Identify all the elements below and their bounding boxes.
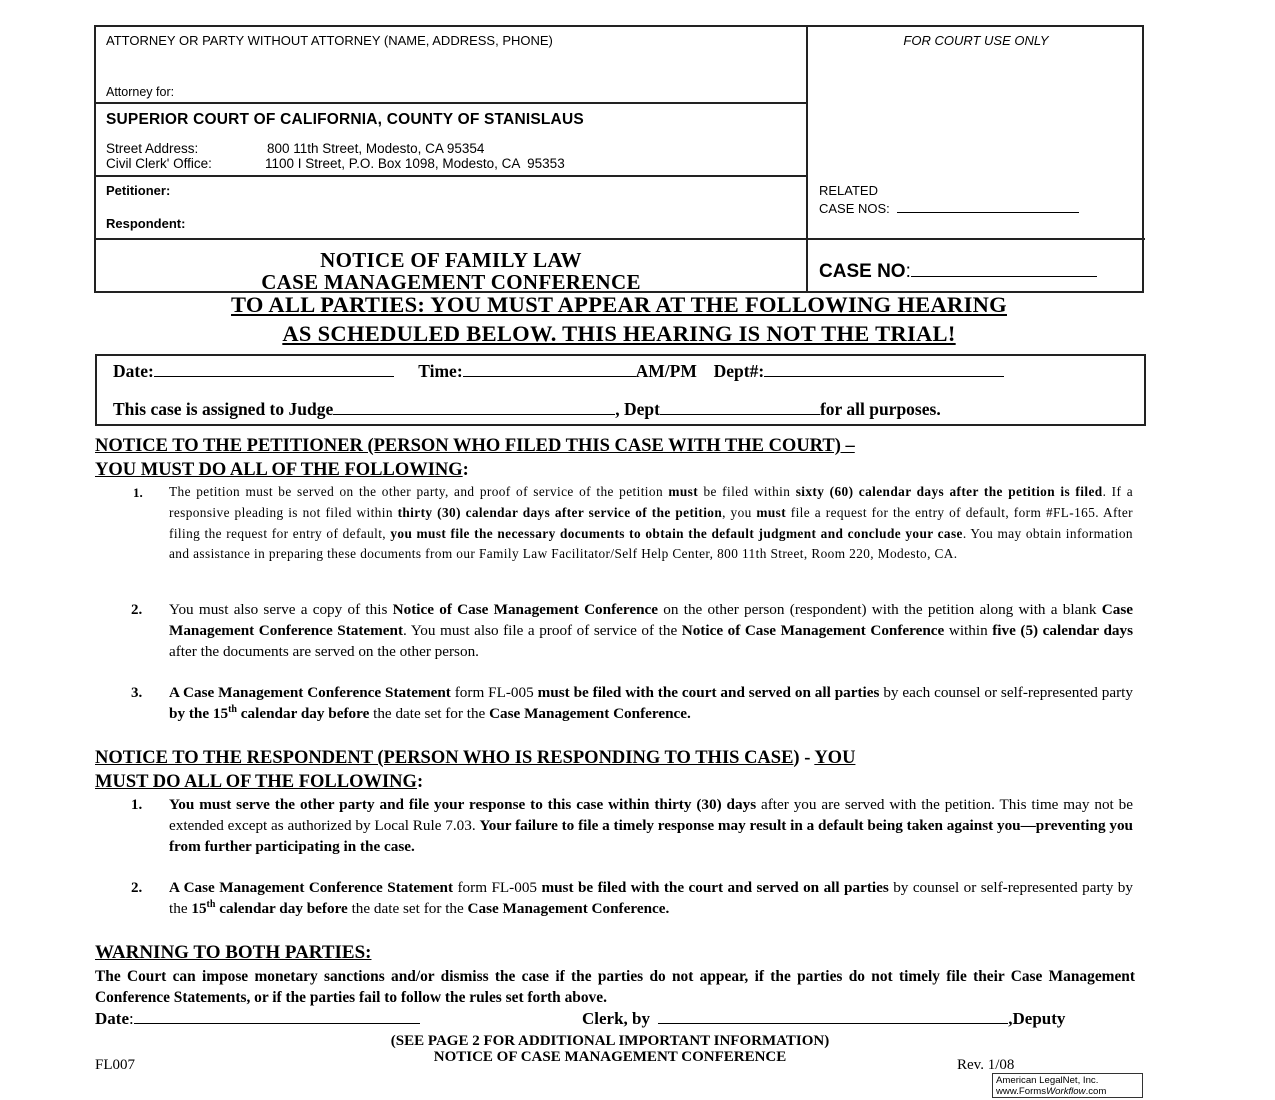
signature-date-field[interactable] [134,1023,420,1024]
caption-divider [94,238,1145,240]
hearing-row-1 [113,361,1004,382]
respondent-item-2: A Case Management Conference Statement form FL-005 must be filed with the court and served on all parties by counsel or self-represented party by the 15th calendar day before the date set for the Case Management Conference. [169,879,1133,917]
respondent-heading-line2: MUST DO ALL OF THE FOLLOWING [95,772,417,792]
deputy-label: ,Deputy [1008,1009,1066,1028]
form-title-line1: NOTICE OF FAMILY LAW [320,248,582,272]
clerk-signature [582,1009,1065,1029]
petitioner-field[interactable] [190,181,790,199]
clerk-office-value: 1100 I Street, P.O. Box 1098, Modesto, CA 95353 [265,156,565,171]
footer-form-name: NOTICE OF CASE MANAGEMENT CONFERENCE [433,1049,787,1065]
item-number: 3. [131,685,143,701]
street-address-value: 800 11th Street, Modesto, CA 95354 [267,141,485,156]
publisher-stamp [992,1073,1143,1098]
judge-assignment-label: This case is assigned to Judge [113,399,334,419]
hearing-time-label: Time: [418,361,463,381]
caption-divider [94,175,807,177]
judge-dept-field[interactable] [660,414,820,415]
petitioner-notice-heading: NOTICE TO THE PETITIONER (PERSON WHO FILED THIS CASE WITH THE COURT) – YOU MUST DO ALL OF THE FOLLOWING: [95,436,855,480]
hearing-time-field[interactable] [463,376,636,377]
see-page-2-note: (SEE PAGE 2 FOR ADDITIONAL IMPORTANT INFORMATION) [390,1033,830,1049]
revision-label: Rev. 1/08 [957,1057,1015,1073]
hearing-date-field[interactable] [154,376,394,377]
attorney-label: ATTORNEY OR PARTY WITHOUT ATTORNEY (NAME, ADDRESS, PHONE) [106,33,553,48]
item-number: 1. [133,485,143,500]
hearing-dept-label: Dept#: [713,361,765,381]
clerk-label: Clerk, by [582,1009,650,1028]
related-label: RELATED [819,183,878,198]
petitioner-item-2: You must also serve a copy of this Notice of Case Management Conference on the other person (respondent) with the petition along with a blank Case Management Conference Statement. You must also file a proof of service of the Notice of Case Management Conference within five (5) calendar days after the documents are served on the other person. [169,601,1134,660]
warning-heading: WARNING TO BOTH PARTIES: [95,942,372,963]
all-purposes-label: for all purposes. [819,399,941,419]
clerk-office-label: Civil Clerk' Office: [106,156,212,171]
petitioner-label: Petitioner: [106,183,171,198]
banner-line2: AS SCHEDULED BELOW. THIS HEARING IS NOT THE TRIAL! [282,321,956,346]
attorney-for-label: Attorney for: [106,85,175,99]
petitioner-item-1: The petition must be served on the other party, and proof of service of the petition must be filed within sixty (60) calendar days after the petition is filed. If a responsive pleading is not filed within thirty (30) calendar days after service of the petition, you must file a request for the entry of default, form #FL-165. After filing the request for entry of default, you must file the necessary documents to obtain the default judgment and conclude your case. You may obtain information and assistance in preparing these documents from our Family Law Facilitator/Self Help Center, 800 11th Street, Room 220, Modesto, CA. [169,484,1134,562]
publisher-url: www.FormsWorkflow.com [996,1086,1107,1097]
hearing-date-label: Date: [113,361,154,381]
petitioner-heading-line1: NOTICE TO THE PETITIONER (PERSON WHO FILED THIS CASE WITH THE COURT) – [95,436,855,456]
banner-line1: TO ALL PARTIES: YOU MUST APPEAR AT THE FOLLOWING HEARING [231,292,1007,317]
warning-text: The Court can impose monetary sanctions and/or dismiss the case if the parties do not appear, if the parties do not timely file their Case Management Conference Statements, or if the parties fail to follow the rules set forth above. [95,968,1135,1006]
respondent-label: Respondent: [106,216,186,231]
item-number: 2. [131,880,143,896]
judge-field[interactable] [333,414,615,415]
respondent-field[interactable] [200,214,790,232]
clerk-signature-field[interactable] [658,1023,1008,1024]
ampm-label: AM/PM [635,361,697,381]
item-number: 2. [131,602,143,618]
hearing-dept-field[interactable] [764,376,1004,377]
hearing-row-2 [113,399,941,420]
respondent-item-1: You must serve the other party and file your response to this case within thirty (30) days after you are served with the petition. This time may not be extended except as authorized by Local Rule 7.03. Your failure to file a timely response may result in a default being taken against you—preventing you from further participating in the case. [169,796,1133,855]
caption-divider-vertical [806,25,808,293]
form-title-line2: CASE MANAGEMENT CONFERENCE [261,270,641,294]
item-number: 1. [131,797,143,813]
respondent-heading-part1: NOTICE TO THE RESPONDENT (PERSON WHO IS RESPONDING TO THIS CASE [95,748,794,768]
case-no-field[interactable] [911,276,1097,277]
related-case-nos-label: CASE NOS: [819,201,890,216]
attorney-info-field[interactable] [106,50,796,84]
case-no-label: CASE NO [819,261,906,282]
judge-dept-label: , Dept [615,399,660,419]
court-name: SUPERIOR COURT OF CALIFORNIA, COUNTY OF STANISLAUS [106,111,584,128]
petitioner-heading-line2: YOU MUST DO ALL OF THE FOLLOWING [95,460,463,480]
caption-divider [94,102,807,104]
form-code: FL007 [95,1057,136,1073]
signature-date: Date: [95,1009,420,1029]
respondent-notice-heading: NOTICE TO THE RESPONDENT (PERSON WHO IS RESPONDING TO THIS CASE) - YOU MUST DO ALL OF THE FOLLOWING: [95,748,856,792]
street-address-label: Street Address: [106,141,199,156]
publisher-name: American LegalNet, Inc. [996,1075,1099,1086]
case-no: CASE NO: [819,261,1097,283]
related-case-nos [819,201,1079,217]
court-use-label: FOR COURT USE ONLY [903,33,1049,48]
related-case-nos-field[interactable] [897,212,1079,213]
petitioner-item-3: A Case Management Conference Statement form FL-005 must be filed with the court and served on all parties by each counsel or self-represented party by the 15th calendar day before the date set for the Case Management Conference. [169,684,1133,722]
signature-date-label: Date [95,1009,129,1028]
